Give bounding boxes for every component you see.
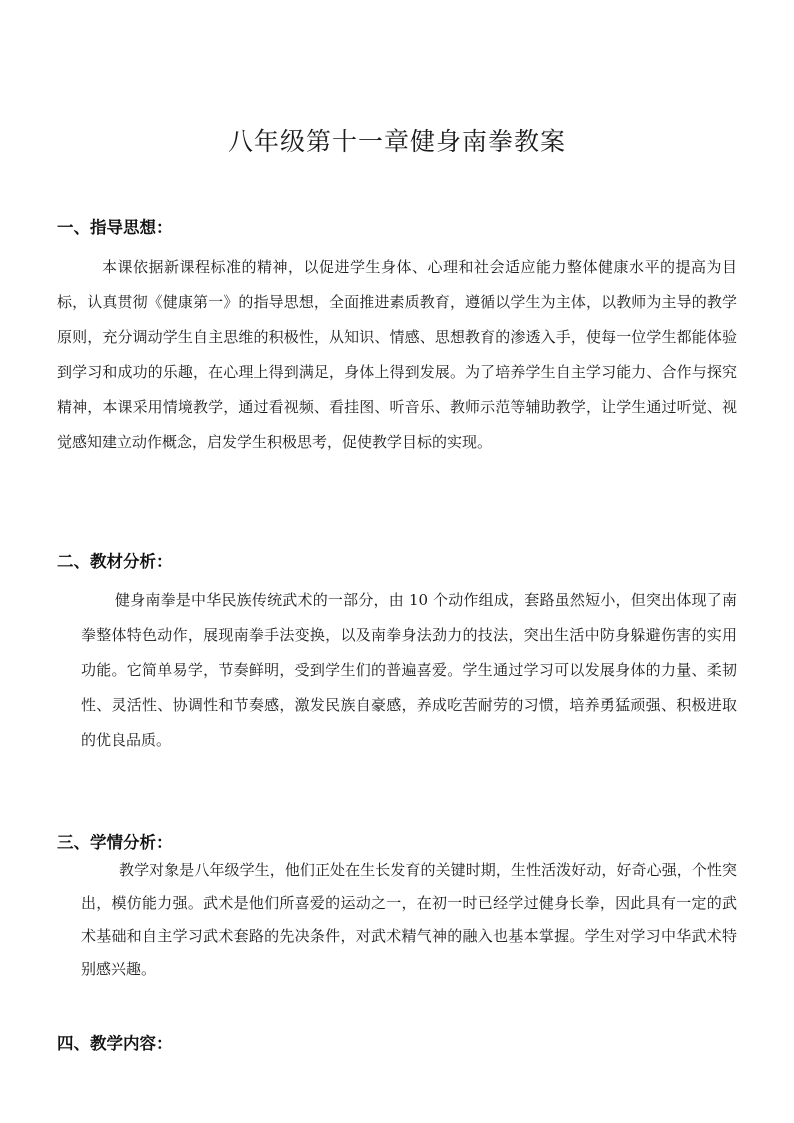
section-heading-teaching-content: 四、教学内容： [57, 1034, 173, 1053]
section-body-guiding-ideology: 本课依据新课程标准的精神，以促进学生身体、心理和社会适应能力整体健康水平的提高为目标，认真贯彻《健康第一》的指导思想，全面推进素质教育，遵循以学生为主体，以教师为主导的教学原则，充分调动学生自主思维的积极性，从知识、情感、思想教育的渗透入手，使每一位学生都能体验到学习和成功的乐趣，在心理上得到满足，身体上得到发展。为了培养学生自主学习能力、合作与探究精神，本课采用情境教学，通过看视频、看挂图、听音乐、教师示范等辅助教学，让学生通过听觉、视觉感知建立动作概念，启发学生积极思考，促使教学目标的实现。 [57, 258, 737, 451]
section-heading-guiding-ideology: 一、指导思想： [57, 218, 173, 237]
document-title: 八年级第十一章健身南拳教案 [227, 127, 566, 156]
section-body-student-analysis: 教学对象是八年级学生，他们正处在生长发育的关键时期，生性活泼好动，好奇心强，个性突出，模仿能力强。武术是他们所喜爱的运动之一，在初一时已经学过健身长拳，因此具有一定的武术基础和自主学习武术套路的先决条件，对武术精气神的融入也基本掌握。学生对学习中华武术特别感兴趣。 [81, 861, 737, 978]
section-heading-student-analysis: 三、学情分析： [57, 833, 173, 852]
section-body-material-analysis: 健身南拳是中华民族传统武术的一部分，由 10 个动作组成，套路虽然短小，但突出体现了南拳整体特色动作，展现南拳手法变换，以及南拳身法劲力的技法，突出生活中防身躲避伤害的实用功能。它简单易学，节奏鲜明，受到学生们的普遍喜爱。学生通过学习可以发展身体的力量、柔韧性、灵活性、协调性和节奏感，激发民族自豪感，养成吃苦耐劳的习惯，培养勇猛顽强、积极进取的优良品质。 [81, 591, 737, 749]
section-heading-material-analysis: 二、教材分析： [57, 552, 173, 571]
